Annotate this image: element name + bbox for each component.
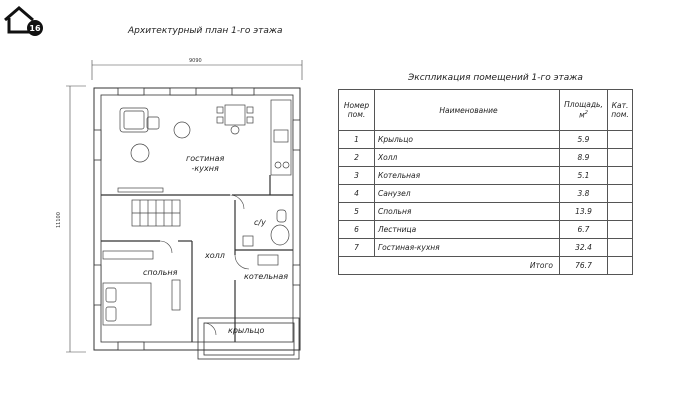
row-cat: [608, 167, 633, 185]
table-row: [339, 167, 633, 185]
table-total-row: [339, 257, 633, 275]
row-area: 32.4: [560, 239, 608, 257]
table-row: [339, 221, 633, 239]
row-name: Крыльцо: [375, 131, 560, 149]
row-name: Гостиная-кухня: [375, 239, 560, 257]
row-num: 4: [339, 185, 375, 203]
explication-table: [338, 89, 633, 275]
row-num: 1: [339, 131, 375, 149]
room-label-living: гостиная -кухня: [186, 154, 225, 173]
row-name: Лестница: [375, 221, 560, 239]
room-label-porch: крыльцо: [228, 326, 265, 335]
table-row: [339, 239, 633, 257]
table-row: [339, 131, 633, 149]
total-value: 76.7: [560, 257, 608, 275]
row-cat: [608, 149, 633, 167]
header-name: Наименование: [375, 90, 560, 131]
row-name: Холл: [375, 149, 560, 167]
room-label-boiler: котельная: [244, 272, 289, 281]
row-name: Котельная: [375, 167, 560, 185]
room-label-hall: холл: [205, 251, 225, 260]
row-num: 2: [339, 149, 375, 167]
row-area: 5.9: [560, 131, 608, 149]
row-num: 3: [339, 167, 375, 185]
row-area: 5.1: [560, 167, 608, 185]
dim-height-label: 11100: [56, 212, 62, 228]
row-area: 13.9: [560, 203, 608, 221]
table-header-row: [339, 90, 633, 131]
row-num: 6: [339, 221, 375, 239]
explication-title: Экспликация помещений 1-го этажа: [408, 73, 583, 83]
plan-title: Архитектурный план 1-го этажа: [128, 26, 283, 36]
table-row: [339, 203, 633, 221]
row-area: 8.9: [560, 149, 608, 167]
row-num: 7: [339, 239, 375, 257]
header-num: Номер пом.: [339, 90, 375, 131]
dim-width-label: 9090: [189, 58, 202, 64]
logo-badge: 16: [29, 24, 41, 33]
header-area-text: Площадь, м: [564, 100, 603, 120]
row-cat: [608, 239, 633, 257]
total-label: Итого: [339, 257, 560, 275]
header-cat: Кат. пом.: [608, 90, 633, 131]
header-area-sup: 2: [584, 110, 588, 117]
table-row: [339, 185, 633, 203]
row-cat: [608, 203, 633, 221]
header-area: [560, 90, 608, 131]
row-name: Спольня: [375, 203, 560, 221]
row-cat: [608, 221, 633, 239]
row-cat: [608, 185, 633, 203]
row-area: 3.8: [560, 185, 608, 203]
total-cat: [608, 257, 633, 275]
row-area: 6.7: [560, 221, 608, 239]
row-num: 5: [339, 203, 375, 221]
row-cat: [608, 131, 633, 149]
room-label-bath: с/у: [254, 218, 266, 227]
row-name: Санузел: [375, 185, 560, 203]
table-row: [339, 149, 633, 167]
room-label-bedroom: спольня: [143, 268, 178, 277]
